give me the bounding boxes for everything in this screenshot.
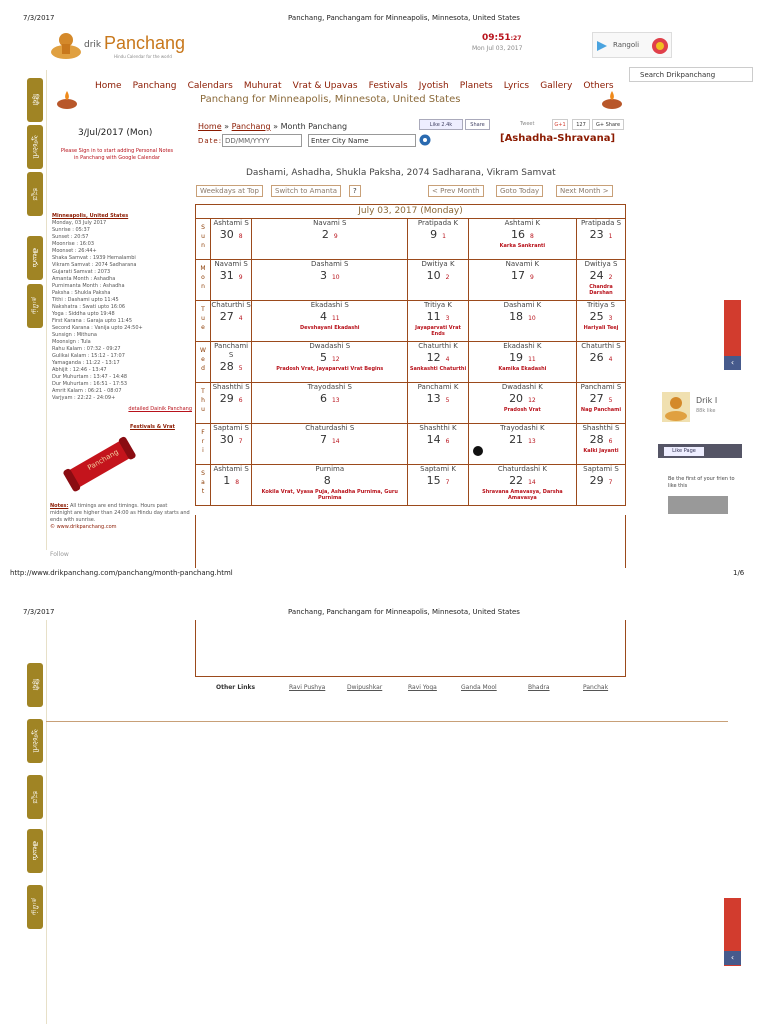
- cell-day: 14 6: [426, 433, 450, 446]
- tab-kannada-2[interactable]: ಕನ್ನಡ: [27, 775, 43, 819]
- cell-event: Kamika Ekadashi: [498, 366, 547, 372]
- month-calendar: [195, 218, 626, 506]
- cell-day: 27 4: [219, 310, 243, 323]
- tweet-button[interactable]: Tweet: [520, 121, 535, 127]
- cell-day: 18 10: [509, 310, 536, 323]
- fb-friends-thumbs: [668, 496, 728, 514]
- calendar-row: [196, 383, 626, 424]
- nav-calendars[interactable]: Calendars: [187, 81, 233, 91]
- cell-day: 11 3: [426, 310, 450, 323]
- detailed-link[interactable]: detailed Dainik Panchang: [128, 406, 192, 412]
- calendar-cell[interactable]: [211, 342, 252, 383]
- cell-tithi: Navami S: [313, 219, 347, 227]
- cell-tithi: Shashthi S: [582, 424, 620, 432]
- search-box[interactable]: [629, 67, 753, 82]
- cell-day: 29 6: [219, 392, 243, 405]
- cell-day: 27 5: [589, 392, 613, 405]
- cell-day: 24 2: [589, 269, 613, 282]
- cell-day: 4 11: [319, 310, 340, 323]
- tab-gujarati-2[interactable]: ગુજરાતી: [27, 719, 43, 763]
- play-store-icon: [596, 40, 608, 52]
- calendar-cell[interactable]: [576, 342, 625, 383]
- fb-text: Be the first of your frien to like this: [668, 476, 735, 489]
- tab-hindi-2[interactable]: हिंदी: [27, 663, 43, 707]
- print-title: Panchang, Panchangam for Minneapolis, Minnesota, United States: [288, 14, 520, 22]
- follow-label: Follow: [50, 551, 69, 558]
- cell-tithi: Dashami K: [503, 301, 542, 309]
- detail-item: Abhijit : 12:46 - 13:47: [52, 367, 107, 373]
- clock-time: 09:51:27: [482, 33, 522, 43]
- switch-amanta-button[interactable]: Switch to Amanta: [271, 185, 341, 197]
- gplus-icon[interactable]: G+1: [552, 119, 568, 130]
- detail-item: Second Karana : Vanija upto 24:50+: [52, 325, 143, 331]
- amavasya-moon-icon: [473, 446, 483, 456]
- cell-day: 22 14: [469, 474, 576, 489]
- detail-item: Paksha : Shukla Paksha: [52, 290, 111, 296]
- cell-day: 16 8: [510, 228, 534, 241]
- cell-event: Hariyali Teej: [583, 325, 619, 331]
- left-divider-2: [46, 620, 47, 1024]
- cell-day: 28 5: [219, 360, 243, 373]
- calendar-cell[interactable]: [252, 342, 408, 383]
- calendar-cell[interactable]: [576, 424, 625, 465]
- tab-tamil[interactable]: தமிழ்: [27, 284, 43, 328]
- logo-name: Panchang: [104, 33, 186, 53]
- rangoli-flower-icon: [651, 37, 669, 55]
- cell-day: 3 10: [319, 269, 340, 282]
- calendar-cell[interactable]: [211, 260, 252, 301]
- calendar-cell[interactable]: [468, 342, 576, 383]
- cell-tithi: Ekadashi K: [503, 342, 542, 350]
- locate-icon[interactable]: [419, 134, 431, 146]
- fb-like-page-button[interactable]: Like Page: [664, 447, 704, 456]
- nav-panchang[interactable]: Panchang: [132, 81, 177, 91]
- cell-day: 19 11: [509, 351, 536, 364]
- cell-tithi: Tritiya S: [587, 301, 615, 309]
- detail-item: First Karana : Garaja upto 11:45: [52, 318, 133, 324]
- cell-tithi: Pratipada S: [580, 219, 622, 227]
- cell-tithi: Panchami S: [214, 342, 249, 359]
- detail-item: Nakshatra : Swati upto 16:06: [52, 304, 126, 310]
- month-name: [Ashadha-Shravana]: [500, 133, 616, 144]
- google-side-arrow-icon-2[interactable]: ‹: [724, 951, 741, 965]
- cell-tithi: Saptami S: [213, 424, 249, 432]
- rangoli-label: Rangoli: [613, 41, 640, 49]
- signin-text[interactable]: Please Sign in to start adding Personal Notes in Panchang with Google Calendar: [60, 148, 174, 161]
- cell-day: 25 3: [589, 310, 613, 323]
- cell-tithi: Dwadashi K: [501, 383, 543, 391]
- calendar-cell[interactable]: [576, 260, 625, 301]
- detail-item: Dur Muhurtam : 13:47 - 14:48: [52, 374, 128, 380]
- tab-hindi[interactable]: हिंदी: [27, 78, 43, 122]
- calendar-row: [196, 465, 626, 506]
- link-panchak[interactable]: Panchak: [583, 684, 609, 691]
- weekday-label: T h u: [196, 383, 211, 424]
- gplus-share[interactable]: G+ Share: [592, 119, 624, 130]
- cell-event: Kokila Vrat, Vyasa Puja, Ashadha Purnima, Guru Purnima: [261, 489, 398, 501]
- print-page: 1/6: [733, 569, 745, 577]
- detail-item: Tithi : Dashami upto 11:45: [52, 297, 119, 303]
- weekday-label: W e d: [196, 342, 211, 383]
- detail-item: Sunrise : 05:37: [52, 227, 90, 233]
- page2-print-title: Panchang, Panchangam for Minneapolis, Minnesota, United States: [288, 608, 520, 616]
- fb-likes: 88k like: [696, 408, 716, 414]
- date-label: Date:: [198, 137, 223, 145]
- cell-day: 30 8: [219, 228, 243, 241]
- calendar-cell[interactable]: [468, 465, 576, 506]
- print-date: 7/3/2017: [23, 14, 55, 22]
- calendar-cell[interactable]: [408, 424, 469, 465]
- page2-divider: [46, 721, 728, 722]
- other-links-label: Other Links: [216, 684, 256, 691]
- gplus-count: 127: [572, 119, 590, 130]
- link-ravi-pushya[interactable]: Ravi Pushya: [289, 684, 326, 691]
- cell-tithi: Dwitiya K: [421, 260, 455, 268]
- cell-tithi: Dashami S: [311, 260, 349, 268]
- clock-date: Mon Jul 03, 2017: [472, 45, 523, 52]
- nav-others[interactable]: Others: [583, 81, 614, 91]
- cell-day: 12 4: [426, 351, 450, 364]
- notes: [50, 503, 190, 531]
- goto-today-button[interactable]: Goto Today: [496, 185, 543, 197]
- cell-day: 17 9: [510, 269, 534, 282]
- weekday-label: T u e: [196, 301, 211, 342]
- panchang-banner[interactable]: [60, 430, 140, 500]
- search-placeholder: Search Drikpanchang: [640, 71, 716, 79]
- festivals-link[interactable]: Festivals & Vrat: [130, 424, 175, 430]
- cell-event: Jayaparvati Vrat Ends: [415, 325, 461, 337]
- sidebar-date: 3/Jul/2017 (Mon): [78, 128, 153, 138]
- nav-jyotish[interactable]: Jyotish: [418, 81, 449, 91]
- cell-day: 31 9: [219, 269, 243, 282]
- weekdays-top-button[interactable]: Weekdays at Top: [196, 185, 263, 197]
- detail-item: Moonset : 26:44+: [52, 248, 97, 254]
- nav-muhurat[interactable]: Muhurat: [243, 81, 282, 91]
- link-ganda-mool[interactable]: Ganda Mool: [461, 684, 497, 691]
- cell-day: 13 5: [426, 392, 450, 405]
- detail-item: Varjyam : 22:22 - 24:09+: [52, 395, 116, 401]
- calendar-header: July 03, 2017 (Monday): [195, 204, 626, 219]
- cell-day: 8: [323, 474, 331, 487]
- detail-item: Rahu Kalam : 07:32 - 09:27: [52, 346, 121, 352]
- left-divider: [46, 70, 47, 550]
- tab-telugu[interactable]: తెలుగు: [27, 236, 43, 280]
- cell-day: 30 7: [219, 433, 243, 446]
- calendar-cell[interactable]: [252, 260, 408, 301]
- calendar-cell[interactable]: [468, 424, 576, 465]
- nav-gallery[interactable]: Gallery: [540, 81, 573, 91]
- logo-tagline: Hindu Calendar for the world: [114, 54, 172, 59]
- breadcrumb-home[interactable]: Home: [198, 122, 222, 131]
- calendar-blank-area: [195, 515, 626, 568]
- cell-tithi: Ashtami K: [504, 219, 541, 227]
- calendar-cell[interactable]: [252, 383, 408, 424]
- page-title: Panchang for Minneapolis, Minnesota, United States: [200, 94, 461, 105]
- hindu-date-line: Dashami, Ashadha, Shukla Paksha, 2074 Sadharana, Vikram Samvat: [246, 168, 556, 178]
- detail-item: Shaka Samvat : 1939 Hemalambi: [52, 255, 136, 261]
- cell-day: 15 7: [426, 474, 450, 487]
- calendar-cell[interactable]: [468, 260, 576, 301]
- notes-label: Notes:: [50, 503, 69, 509]
- prev-month-button[interactable]: < Prev Month: [428, 185, 484, 197]
- breadcrumb: Home » Panchang » Month Panchang: [198, 122, 348, 131]
- print-url: http://www.drikpanchang.com/panchang/month-panchang.html: [10, 569, 233, 577]
- calendar-cell[interactable]: [211, 424, 252, 465]
- cell-tithi: Panchami S: [580, 383, 622, 391]
- detail-item: Amanta Month : Ashadha: [52, 276, 116, 282]
- nav-planets[interactable]: Planets: [459, 81, 493, 91]
- cell-tithi: Shashthi S: [212, 383, 250, 391]
- cell-event: Chandra Darshan: [589, 284, 613, 296]
- pandit-logo-icon: [50, 30, 82, 60]
- breadcrumb-panchang[interactable]: Panchang: [231, 122, 271, 131]
- calendar-cell[interactable]: [576, 465, 625, 506]
- help-button[interactable]: ?: [349, 185, 361, 197]
- cell-event: Devshayani Ekadashi: [300, 325, 360, 331]
- cell-day: 2 9: [321, 228, 338, 241]
- nav-home[interactable]: Home: [95, 81, 122, 91]
- cell-day: 20 12: [509, 392, 536, 405]
- cell-tithi: Chaturdashi K: [497, 465, 547, 473]
- calendar-row: [196, 260, 626, 301]
- calendar-row: [196, 342, 626, 383]
- link-dwipushkar[interactable]: Dwipushkar: [347, 684, 383, 691]
- calendar-cell[interactable]: [576, 301, 625, 342]
- cell-event: Karka Sankranti: [499, 243, 546, 249]
- tab-kannada[interactable]: ಕನ್ನಡ: [27, 172, 43, 216]
- city-input[interactable]: Enter City Name: [308, 134, 416, 147]
- cell-event: Nag Panchami: [580, 407, 622, 413]
- fb-avatar-icon: [662, 392, 690, 422]
- page2-print-date: 7/3/2017: [23, 608, 55, 616]
- tab-gujarati[interactable]: ગુજરાતી: [27, 125, 43, 169]
- detail-item: Monday, 03 July 2017: [52, 220, 107, 226]
- calendar-cell[interactable]: [408, 219, 469, 260]
- detail-list: [52, 220, 192, 402]
- calendar-row: [196, 219, 626, 260]
- sidebar-details: [52, 213, 192, 413]
- google-side-arrow-icon[interactable]: ‹: [724, 356, 741, 370]
- logo-drik: drik: [84, 40, 102, 50]
- calendar-cell[interactable]: [408, 383, 469, 424]
- fb-widget: [658, 390, 742, 520]
- cell-tithi: Trayodashi K: [500, 424, 545, 432]
- cell-event: Pradosh Vrat: [503, 407, 541, 413]
- cell-tithi: Shashthi K: [419, 424, 457, 432]
- fb-like-button[interactable]: Like 2.4k: [419, 119, 463, 130]
- detail-item: Dur Muhurtam : 16:51 - 17:53: [52, 381, 128, 387]
- calendar-cell[interactable]: [211, 301, 252, 342]
- cell-day: 7 14: [319, 433, 340, 446]
- cell-tithi: Ashtami S: [213, 465, 249, 473]
- calendar-row: [196, 424, 626, 465]
- date-input[interactable]: DD/MM/YYYY: [222, 134, 302, 147]
- detail-item: Yoga : Siddha upto 19:48: [52, 311, 115, 317]
- calendar-cell[interactable]: [468, 301, 576, 342]
- detail-item: Moonrise : 16:03: [52, 241, 94, 247]
- cell-day: 1 8: [223, 474, 240, 487]
- sidebar-location: Minneapolis, United States: [52, 213, 129, 219]
- fb-share-button[interactable]: Share: [465, 119, 490, 130]
- cell-tithi: Chaturthi S: [581, 342, 621, 350]
- cell-tithi: Trayodashi S: [307, 383, 352, 391]
- fb-page-name[interactable]: Drik I: [696, 396, 718, 405]
- copyright[interactable]: © www.drikpanchang.com: [50, 524, 117, 530]
- calendar-cell[interactable]: [576, 383, 625, 424]
- tab-telugu-2[interactable]: తెలుగు: [27, 829, 43, 873]
- cell-day: 28 6: [589, 433, 613, 446]
- logo[interactable]: [50, 28, 210, 62]
- cell-day: 26 4: [589, 351, 613, 364]
- calendar-cell[interactable]: [211, 465, 252, 506]
- cell-day: 23 1: [589, 228, 613, 241]
- rangoli-ad[interactable]: [592, 32, 672, 58]
- detail-item: Gujarati Samvat : 2073: [52, 269, 111, 275]
- calendar-row: [196, 301, 626, 342]
- weekday-label: M o n: [196, 260, 211, 301]
- cell-tithi: Tritiya K: [424, 301, 453, 309]
- banner-text: Panchang: [86, 448, 120, 472]
- detail-item: Yamaganda : 11:22 - 13:17: [52, 360, 120, 366]
- calendar-cell[interactable]: [252, 424, 408, 465]
- notes-text: All timings are end timings. Hours past midnight are higher than 24:00 as Hindu day starts and ends with sunrise.: [50, 503, 190, 523]
- cell-tithi: Dwitiya S: [584, 260, 618, 268]
- calendar-cell[interactable]: [252, 301, 408, 342]
- nav-vrat[interactable]: Vrat & Upavas: [292, 81, 358, 91]
- cell-tithi: Ekadashi S: [310, 301, 349, 309]
- cell-day: 6 13: [319, 392, 340, 405]
- calendar-cell[interactable]: [211, 219, 252, 260]
- main-nav: [95, 73, 620, 92]
- weekday-label: S a t: [196, 465, 211, 506]
- cell-day: 5 12: [319, 351, 340, 364]
- cell-tithi: Pratipada K: [417, 219, 459, 227]
- tab-tamil-2[interactable]: தமிழ்: [27, 885, 43, 929]
- next-month-button[interactable]: Next Month >: [556, 185, 613, 197]
- calendar-cell[interactable]: [408, 342, 469, 383]
- calendar-bottom-area: [195, 620, 626, 677]
- calendar-cell[interactable]: [252, 465, 408, 506]
- breadcrumb-current: Month Panchang: [280, 122, 348, 131]
- link-bhadra[interactable]: Bhadra: [528, 684, 550, 691]
- detail-item: Sunsign : Mithuna: [52, 332, 97, 338]
- cell-tithi: Dwadashi S: [309, 342, 351, 350]
- link-ravi-yoga[interactable]: Ravi Yoga: [408, 684, 437, 691]
- cell-tithi: Chaturthi S: [211, 301, 251, 309]
- cell-tithi: Navami S: [214, 260, 248, 268]
- cell-tithi: Chaturthi K: [418, 342, 458, 350]
- calendar-cell[interactable]: [408, 260, 469, 301]
- cell-tithi: Panchami K: [417, 383, 459, 391]
- detail-item: Moonsign : Tula: [52, 339, 91, 345]
- cell-tithi: Saptami S: [583, 465, 619, 473]
- calendar-cell[interactable]: [211, 383, 252, 424]
- cell-tithi: Navami K: [505, 260, 540, 268]
- calendar-cell[interactable]: [408, 301, 469, 342]
- detail-item: Amrit Kalam : 06:21 - 08:07: [52, 388, 122, 394]
- cell-event: Sankashti Chaturthi: [409, 366, 467, 372]
- nav-lyrics[interactable]: Lyrics: [503, 81, 530, 91]
- detail-item: Vikram Samvat : 2074 Sadharana: [52, 262, 137, 268]
- cell-event: Pradosh Vrat, Jayaparvati Vrat Begins: [276, 366, 384, 372]
- weekday-label: F r i: [196, 424, 211, 465]
- cell-tithi: Saptami K: [420, 465, 456, 473]
- detail-item: Gulikai Kalam : 15:12 - 17:07: [52, 353, 125, 359]
- calendar-cell[interactable]: [408, 465, 469, 506]
- cell-tithi: Chaturdashi S: [305, 424, 355, 432]
- diya-left-icon: [56, 88, 78, 110]
- calendar-cell[interactable]: [576, 219, 625, 260]
- cell-tithi: Purnima: [315, 465, 345, 473]
- calendar-cell[interactable]: [468, 383, 576, 424]
- calendar-cell[interactable]: [468, 219, 576, 260]
- detail-item: Purnimanta Month : Ashadha: [52, 283, 125, 289]
- nav-festivals[interactable]: Festivals: [368, 81, 408, 91]
- cell-day: 29 7: [589, 474, 613, 487]
- cell-day: 9 1: [430, 228, 446, 241]
- cell-event: Kalki Jayanti: [583, 448, 619, 454]
- calendar-cell[interactable]: [252, 219, 408, 260]
- cell-day: 21 13: [509, 433, 536, 446]
- detail-item: Sunset : 20:57: [52, 234, 89, 240]
- weekday-label: S u n: [196, 219, 211, 260]
- cell-event: Shravana Amavasya, Darsha Amavasya: [482, 489, 563, 501]
- cell-day: 10 2: [426, 269, 450, 282]
- cell-tithi: Ashtami S: [213, 219, 249, 227]
